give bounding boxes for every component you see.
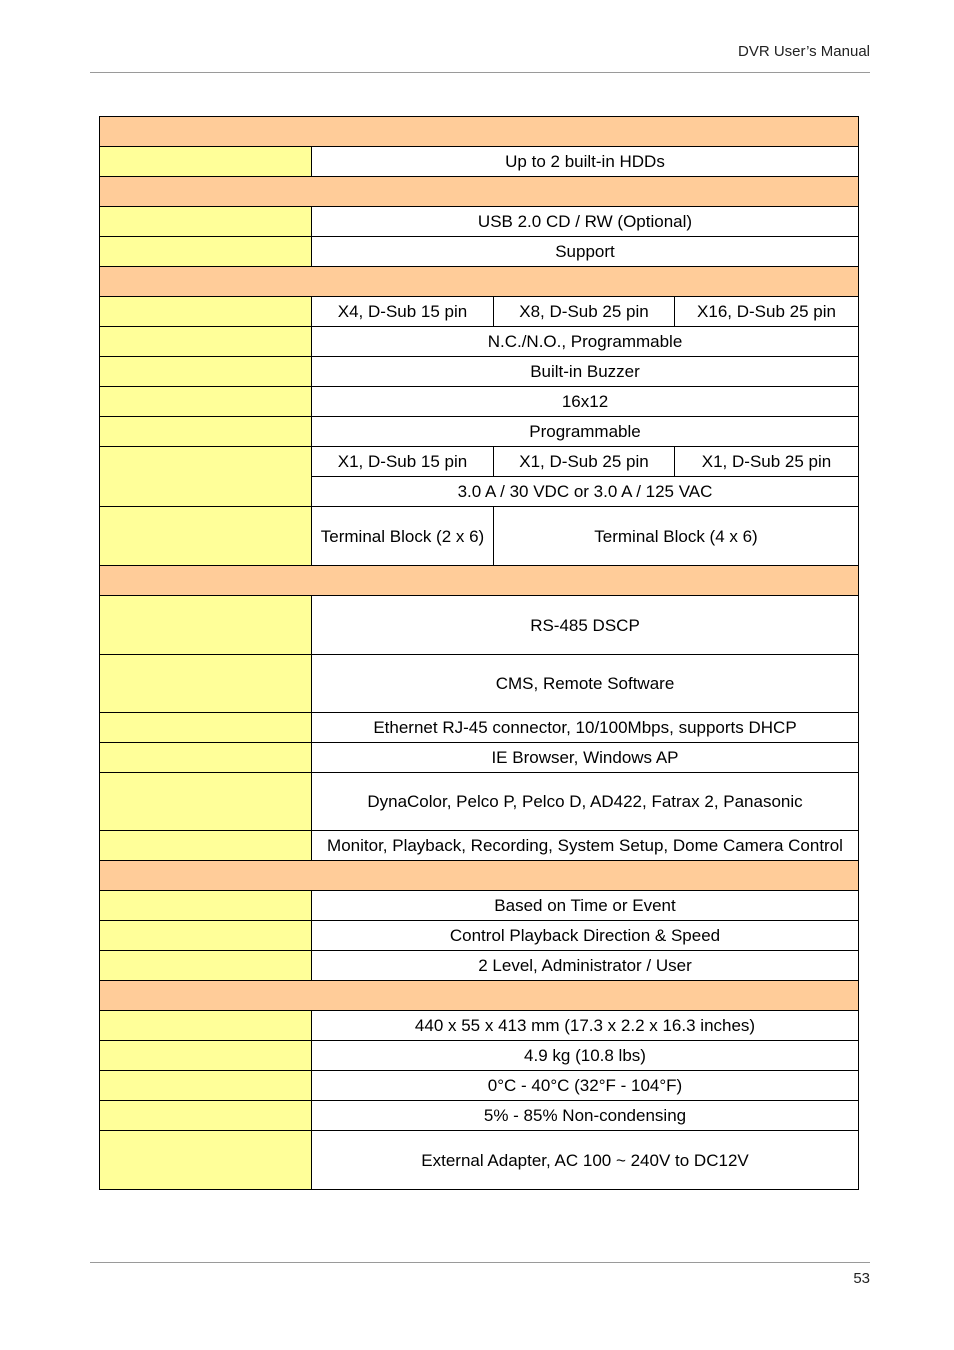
row-label [100,207,312,237]
search-value: Based on Time or Event [312,891,859,921]
row-label [100,713,312,743]
rs485-value: RS-485 DSCP [312,596,859,655]
row-label [100,891,312,921]
usb-value: USB 2.0 CD / RW (Optional) [312,207,859,237]
section-header-storage [100,117,859,147]
nc-no-value: N.C./N.O., Programmable [312,327,859,357]
manual-title: DVR User’s Manual [738,43,870,60]
power-value: External Adapter, AC 100 ~ 240V to DC12V [312,1131,859,1190]
cms-value: CMS, Remote Software [312,655,859,713]
section-header-backup [100,177,859,207]
row-label [100,237,312,267]
protocols-value: DynaColor, Pelco P, Pelco D, AD422, Fatrax 2, Panasonic [312,773,859,831]
row-label [100,1071,312,1101]
alarm-in-x8: X8, D-Sub 25 pin [494,297,675,327]
row-label [100,357,312,387]
row-label [100,743,312,773]
temperature-value: 0°C - 40°C (32°F - 104°F) [312,1071,859,1101]
humidity-value: 5% - 85% Non-condensing [312,1101,859,1131]
weight-value: 4.9 kg (10.8 lbs) [312,1041,859,1071]
row-label [100,447,312,507]
row-label [100,327,312,357]
row-label [100,1041,312,1071]
grid-value: 16x12 [312,387,859,417]
row-label [100,387,312,417]
rating-value: 3.0 A / 30 VDC or 3.0 A / 125 VAC [312,477,859,507]
browser-value: IE Browser, Windows AP [312,743,859,773]
alarm-out-2: X1, D-Sub 25 pin [494,447,675,477]
row-label [100,773,312,831]
row-label [100,921,312,951]
row-label [100,1131,312,1190]
section-header-network [100,566,859,596]
row-label [100,655,312,713]
programmable-value: Programmable [312,417,859,447]
dimensions-value: 440 x 55 x 413 mm (17.3 x 2.2 x 16.3 inches) [312,1011,859,1041]
row-label [100,596,312,655]
buzzer-value: Built-in Buzzer [312,357,859,387]
hdd-value: Up to 2 built-in HDDs [312,147,859,177]
terminal-block-4x6: Terminal Block (4 x 6) [494,507,859,566]
row-label [100,831,312,861]
ethernet-value: Ethernet RJ-45 connector, 10/100Mbps, supports DHCP [312,713,859,743]
spec-table [99,116,859,1190]
section-header-general [100,981,859,1011]
header-rule [90,72,870,73]
section-header-alarm [100,267,859,297]
row-label [100,507,312,566]
alarm-in-x4: X4, D-Sub 15 pin [312,297,494,327]
page-number: 53 [853,1270,870,1287]
password-value: 2 Level, Administrator / User [312,951,859,981]
support-value: Support [312,237,859,267]
row-label [100,297,312,327]
row-label [100,147,312,177]
row-label [100,1011,312,1041]
alarm-out-1: X1, D-Sub 15 pin [312,447,494,477]
row-label [100,417,312,447]
row-label [100,1101,312,1131]
playback-value: Control Playback Direction & Speed [312,921,859,951]
section-header-search [100,861,859,891]
alarm-out-3: X1, D-Sub 25 pin [675,447,859,477]
footer-rule [90,1262,870,1263]
alarm-in-x16: X16, D-Sub 25 pin [675,297,859,327]
row-label [100,951,312,981]
remote-functions-value: Monitor, Playback, Recording, System Setup, Dome Camera Control [312,831,859,861]
terminal-block-2x6: Terminal Block (2 x 6) [312,507,494,566]
